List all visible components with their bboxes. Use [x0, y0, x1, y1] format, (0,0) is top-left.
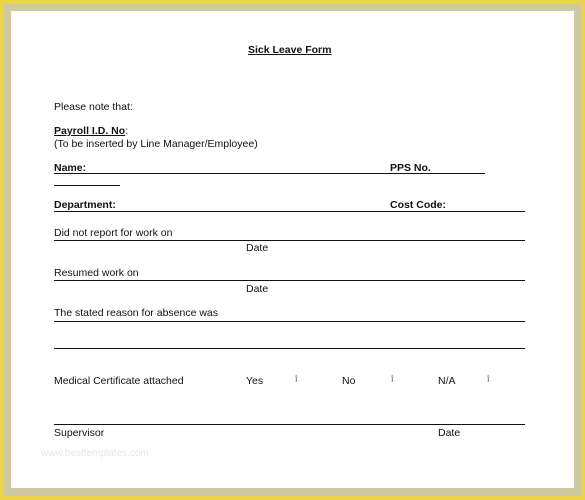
- short-line: [54, 185, 120, 186]
- date-label-1: Date: [246, 242, 269, 254]
- name-pps-line[interactable]: [54, 173, 485, 174]
- no-label: No: [342, 375, 356, 387]
- payroll-id-label-text: Payroll I.D. No: [54, 125, 126, 137]
- reason-line-1[interactable]: [54, 321, 525, 322]
- yes-checkbox[interactable]: î: [295, 374, 298, 384]
- no-checkbox[interactable]: î: [391, 374, 394, 384]
- reason-line-2[interactable]: [54, 348, 525, 349]
- date-label-2: Date: [246, 283, 269, 295]
- department-line[interactable]: [54, 211, 525, 212]
- yes-label: Yes: [246, 375, 264, 387]
- resumed-line[interactable]: [54, 280, 525, 281]
- supervisor-line[interactable]: [54, 424, 525, 425]
- payroll-id-colon: :: [125, 125, 129, 137]
- resumed-label: Resumed work on: [54, 267, 139, 279]
- form-title: Sick Leave Form: [248, 44, 332, 56]
- na-checkbox[interactable]: î: [487, 374, 490, 384]
- did-not-report-line[interactable]: [54, 240, 525, 241]
- date-label-3: Date: [438, 427, 461, 439]
- pps-label: PPS No.: [390, 162, 431, 174]
- payroll-id-label: [54, 125, 128, 137]
- cost-code-label: Cost Code:: [390, 199, 446, 211]
- watermark: www.besttemplates.com: [41, 448, 149, 459]
- na-label: N/A: [438, 375, 456, 387]
- did-not-report-label: Did not report for work on: [54, 227, 173, 239]
- department-label: Department:: [54, 199, 116, 211]
- note-text: Please note that:: [54, 101, 133, 113]
- reason-label: The stated reason for absence was: [54, 307, 219, 319]
- name-label: Name:: [54, 162, 87, 174]
- medical-cert-label: Medical Certificate attached: [54, 375, 184, 387]
- supervisor-label: Supervisor: [54, 427, 105, 439]
- document-page: [11, 11, 574, 488]
- payroll-id-subtext: (To be inserted by Line Manager/Employee): [54, 138, 258, 150]
